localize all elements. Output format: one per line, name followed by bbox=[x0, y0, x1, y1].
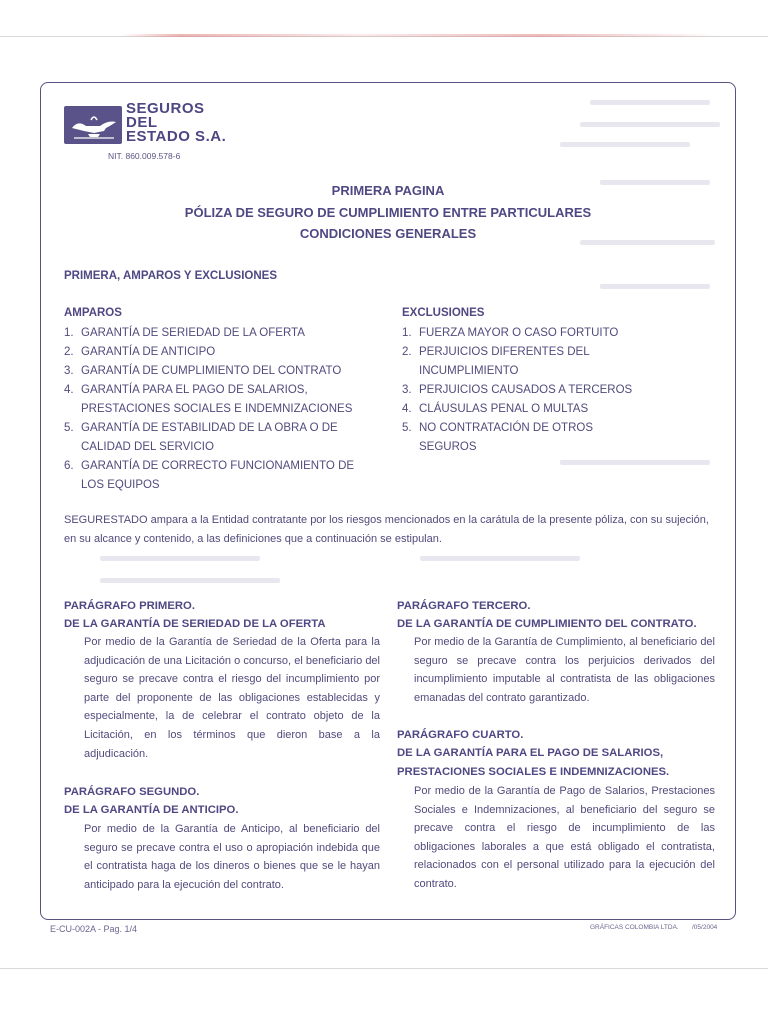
list-item: 3. PERJUICIOS CAUSADOS A TERCEROS bbox=[402, 384, 633, 396]
p3-body: Por medio de la Garantía de Cumplimiento, al beneficiario del seguro se precave contra los perjuicios derivados del incumplimiento imputable al contratista de las obligaciones emanadas del contrato garantizado. bbox=[414, 636, 715, 704]
exclusiones-list bbox=[402, 324, 642, 457]
lamp-logo-icon bbox=[64, 106, 122, 144]
exclusiones-heading: EXCLUSIONES bbox=[402, 307, 485, 319]
p4-subtitle-1: DE LA GARANTÍA PARA EL PAGO DE SALARIOS, bbox=[397, 747, 664, 759]
list-item: 5. NO CONTRATACIÓN DE OTROS SEGUROS bbox=[402, 422, 593, 453]
page-title: PRIMERA PAGINA bbox=[331, 183, 445, 198]
policy-title: PÓLIZA DE SEGURO DE CUMPLIMIENTO ENTRE PARTICULARES bbox=[184, 205, 592, 220]
logo-line-1: SEGUROS bbox=[126, 100, 205, 117]
p3-title: PARÁGRAFO TERCERO. bbox=[397, 600, 531, 612]
list-item: 2. PERJUICIOS DIFERENTES DEL INCUMPLIMIENTO bbox=[402, 346, 590, 377]
p3-subtitle: DE LA GARANTÍA DE CUMPLIMIENTO DEL CONTRATO. bbox=[397, 618, 697, 630]
list-item: 3. GARANTÍA DE CUMPLIMIENTO DEL CONTRATO bbox=[64, 365, 342, 377]
scan-red-mark bbox=[120, 34, 720, 37]
p2-title: PARÁGRAFO SEGUNDO. bbox=[64, 786, 200, 798]
footer-page-code: E-CU-002A - Pag. 1/4 bbox=[50, 924, 138, 934]
section-title: PRIMERA, AMPAROS Y EXCLUSIONES bbox=[64, 270, 277, 282]
footer-date: /05/2004 bbox=[692, 924, 718, 931]
amparos-heading: AMPAROS bbox=[64, 307, 122, 319]
intro-paragraph: SEGURESTADO ampara a la Entidad contratante por los riesgos mencionados en la carátula de la presente póliza, con su sujeción, en su alcance y contenido, a las definiciones que a continuación se estipulan. bbox=[64, 514, 709, 545]
footer-printer: GRÁFICAS COLOMBIA LTDA. bbox=[590, 924, 679, 931]
list-item: 5. GARANTÍA DE ESTABILIDAD DE LA OBRA O DE CALIDAD DEL SERVICIO bbox=[64, 422, 338, 453]
p1-subtitle: DE LA GARANTÍA DE SERIEDAD DE LA OFERTA bbox=[64, 618, 326, 630]
p2-subtitle: DE LA GARANTÍA DE ANTICIPO. bbox=[64, 804, 239, 816]
p4-subtitle-2: PRESTACIONES SOCIALES E INDEMNIZACIONES. bbox=[397, 766, 670, 778]
company-logo-text bbox=[126, 102, 226, 144]
p4-title: PARÁGRAFO CUARTO. bbox=[397, 729, 524, 741]
list-item: 6. GARANTÍA DE CORRECTO FUNCIONAMIENTO DE LOS EQUIPOS bbox=[64, 460, 355, 491]
list-item: 1. GARANTÍA DE SERIEDAD DE LA OFERTA bbox=[64, 327, 305, 339]
p2-body: Por medio de la Garantía de Anticipo, al beneficiario del seguro se precave contra el uso o apropiación indebida que el contratista haga de los dineros o bienes que se le hayan anticipado para la ejecución del contrato. bbox=[84, 823, 380, 891]
scan-edge-bottom bbox=[0, 968, 768, 969]
list-item: 4. GARANTÍA PARA EL PAGO DE SALARIOS, PRESTACIONES SOCIALES E INDEMNIZACIONES bbox=[64, 384, 353, 415]
p1-body: Por medio de la Garantía de Seriedad de la Oferta para la adjudicación de una Licitación o concurso, el beneficiario del seguro se precave contra el riesgo del incumplimiento por parte del proponente de las obligaciones establecidas y especialmente, la de celebrar el contrato objeto de la Licitación, en los términos que dieron base a la adjudicación. bbox=[84, 636, 380, 760]
list-item: 2. GARANTÍA DE ANTICIPO bbox=[64, 346, 216, 358]
list-item: 4. CLÁUSULAS PENAL O MULTAS bbox=[402, 403, 589, 415]
logo-line-3: ESTADO S.A. bbox=[126, 128, 227, 145]
list-item: 1. FUERZA MAYOR O CASO FORTUITO bbox=[402, 327, 619, 339]
nit-number: NIT. 860.009.578-6 bbox=[108, 151, 181, 161]
conditions-title: CONDICIONES GENERALES bbox=[299, 226, 477, 241]
amparos-list bbox=[64, 324, 374, 495]
p4-body: Por medio de la Garantía de Pago de Salarios, Prestaciones Sociales e Indemnizaciones, al beneficiario del seguro se precave contra el riesgo de incumplimiento de las obligaciones laborales a que está obligado el contratista, relacionados con el personal utilizado para la ejecución del contrato. bbox=[414, 785, 715, 890]
logo-line-2: DEL bbox=[126, 114, 158, 131]
p1-title: PARÁGRAFO PRIMERO. bbox=[64, 600, 195, 612]
